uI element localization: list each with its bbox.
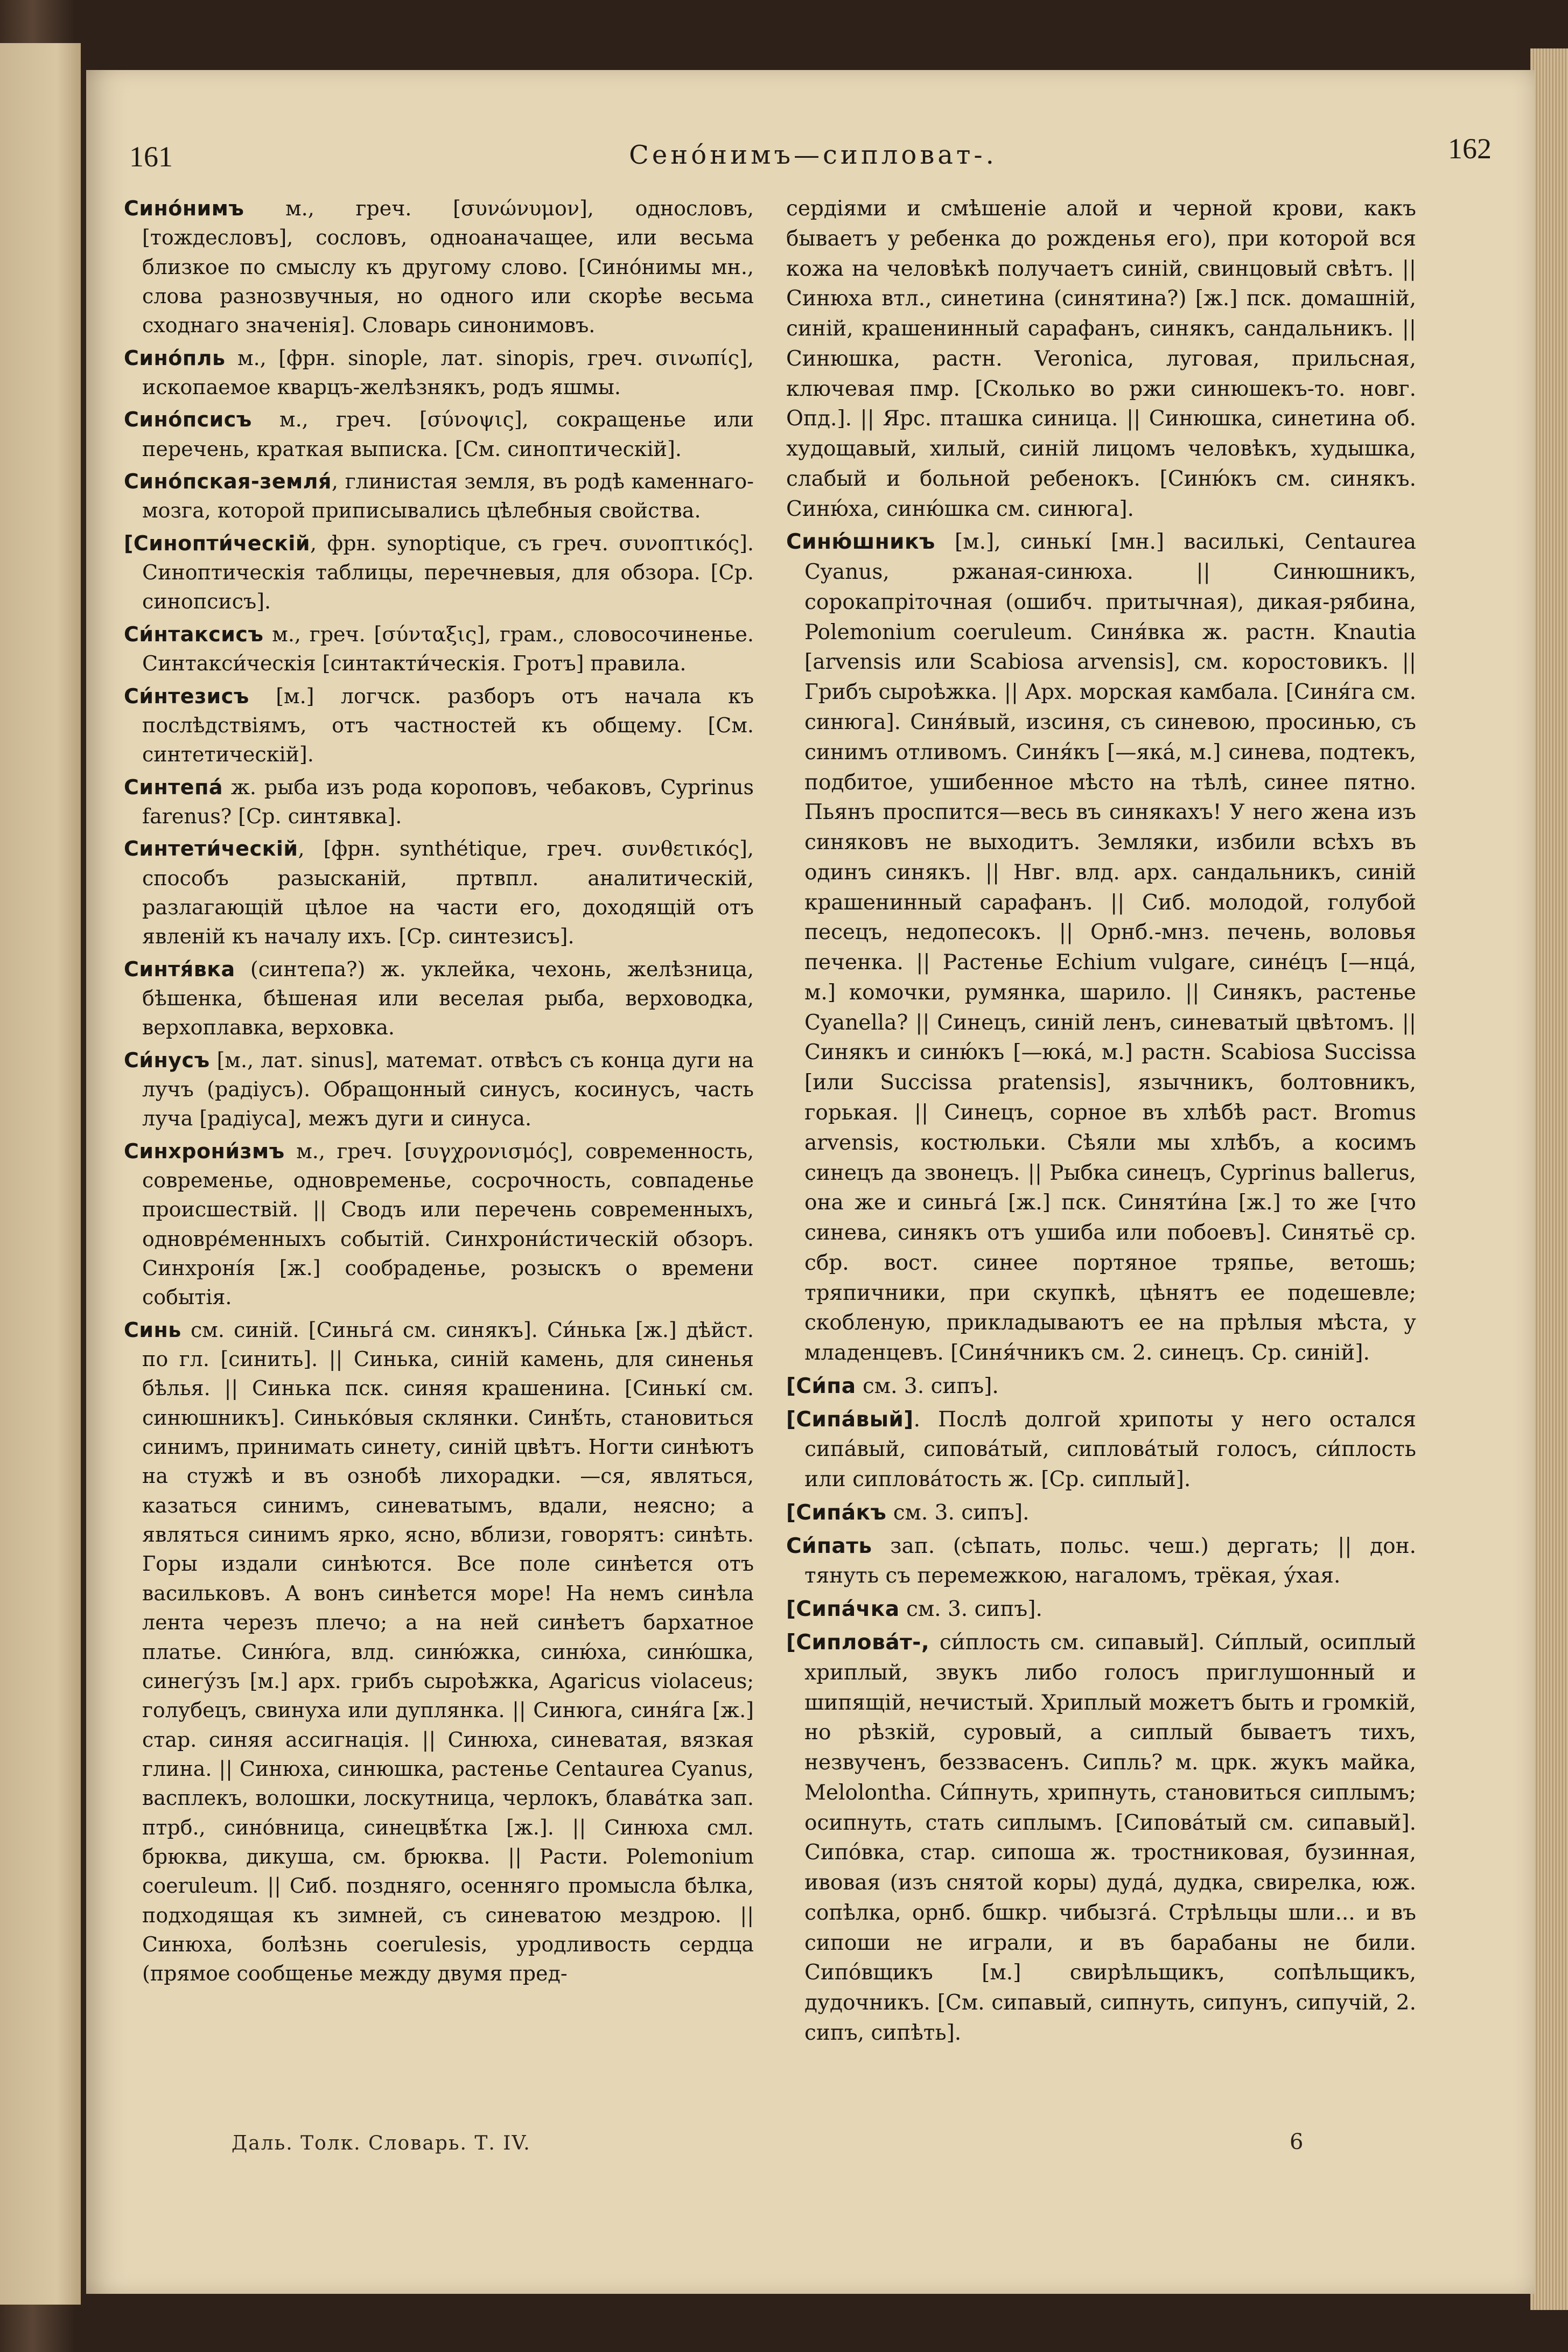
entry-text: . Послѣ долгой хрипоты у него остался сипа́вый, сипова́тый, сиплова́тый голосъ, си́плость или сиплова́тость ж. [Ср. сиплый]. [804,1407,1416,1492]
dictionary-entry [786,1594,1416,1625]
dictionary-entry [124,620,754,678]
entry-headword: Си́нтезисъ [124,684,249,708]
dictionary-entry [124,834,754,951]
right-column [786,194,1416,2052]
entry-headword: Синхрони́змъ [124,1139,285,1163]
page-header [124,132,1502,183]
footer-sheet-number: 6 [1290,2130,1304,2154]
entry-text: м., [фрн. sinople, лат. sinopis, греч. σινωπίς], ископаемое кварцъ-желѣзнякъ, родъ яшмы. [142,346,754,400]
dictionary-entry [124,955,754,1042]
entry-text: [м.] логчск. разборъ отъ начала къ послѣдствіямъ, отъ частностей къ общему. [См. синтетическій]. [142,684,754,767]
dictionary-entry [124,773,754,831]
dictionary-entry [786,1498,1416,1528]
entry-text: [м.], синькі́ [мн.] василькі, Centaurea Cyanus, ржаная-синюха. || Синюшникъ, сорокапріточная (ошибч. притычная), дикая-рябина, Polemonium coeruleum. Синя́вка ж. растн. Knautia [arvensis или Scabiosa arvensis], см. коростовикъ. || Грибъ сыроѣжка. || Арх. морская камбала. [Синя́га см. синюга]. Синя́вый, изсиня, съ синевою, просинью, съ синимъ отливомъ. Синя́къ [—яка́, м.] синева, подтекъ, подбитое, ушибенное мѣсто на тѣлѣ, синее пятно. Пьянъ проспится—весь въ синякахъ! У него жена изъ синяковъ не выходитъ. Земляки, избили всѣхъ въ одинъ синякъ. || Нвг. влд. арх. сандальникъ, синій крашенинный сарафанъ. || Сиб. молодой, голубой песецъ, недопесокъ. || Орнб.-мнз. печень, воловья печенка. || Растенье Echium vulgare, сине́цъ [—нца́, м.] комочки, румянка, шарило. || Синякъ, растенье Cyanella? || Синецъ, синій ленъ, синеватый цвѣтомъ. || Синякъ и синю́къ [—юка́, м.] растн. Scabiosa Succissa [или Succissa pratensis], язычникъ, болтовникъ, горькая. || Синецъ, сорное въ хлѣбѣ раст. Bromus arvensis, костюльки. Сѣяли мы хлѣбъ, а косимъ синецъ да звонецъ. || Рыбка синецъ, Cyprinus ballerus, она же и синьга́ [ж.] пск. Синяти́на [ж.] то же [что синева, синякъ отъ ушиба или побоевъ]. Синятьё ср. сбр. вост. синее портяное тряпье, ветошь; тряпичники, при скупкѣ, цѣнятъ ее подешевле; скобленую, прикладываютъ ее на прѣлыя мѣста, у младенцевъ. [Синя́чникъ см. 2. синецъ. Ср. синій]. [804,530,1416,1366]
dictionary-entry [124,467,754,526]
page-number-right: 162 [1448,132,1492,165]
running-title: Сено́нимъ—сипловат-. [629,140,997,170]
dictionary-entry [786,1628,1416,2048]
footer-signature: Даль. Толк. Словарь. Т. IV. [232,2132,531,2154]
entry-headword: Сино́псисъ [124,408,252,432]
entry-text: м., греч. [σύνοψις], сокращенье или перечень, краткая выписка. [См. синоптическій]. [142,408,754,461]
page-number-left: 161 [129,141,173,173]
entry-headword: [Сиплова́т-, [786,1630,930,1655]
entry-headword: Си́нусъ [124,1048,210,1072]
entry-text: ж. рыба изъ рода короповъ, чебаковъ, Cyprinus farenus? [Ср. синтявка]. [142,775,754,828]
entry-headword: Синтети́ческій [124,837,298,861]
entry-text: зап. (сѣпать, польс. чеш.) дергать; || дон. тянуть съ перемежкою, нагаломъ, трёкая, у́хая. [804,1534,1416,1588]
entry-text: см. синій. [Синьга́ см. синякъ]. Си́нька [ж.] дѣйст. по гл. [синить]. || Синька, синій камень, для синенья бѣлья. || Синька пск. синяя крашенина. [Синькі́ см. синюшникъ]. Синько́выя склянки. Синѣ́ть, становиться синимъ, принимать синету, синій цвѣтъ. Ногти синѣютъ на стужѣ и въ ознобѣ лихорадки. —ся, являться, казаться синимъ, синеватымъ, вдали, неясно; а являться синимъ ярко, ясно, вблизи, говорятъ: синѣть. Горы издали синѣются. Все поле синѣется отъ васильковъ. А вонъ синѣется море! На немъ синѣла лента черезъ плечо; а на ней синѣетъ бархатное платье. Синю́га, влд. синю́жка, синю́ха, синю́шка, синегу́зъ [м.] арх. грибъ сыроѣжка, Agaricus violaceus; голубецъ, свинуха или дуплянка. || Синюга, синя́га [ж.] стар. синяя ассигнація. || Синюха, синеватая, вязкая глина. || Синюха, синюшка, растенье Centaurea Cyanus, васплекъ, волошки, лоскутница, черлокъ, блава́тка зап. птрб., сино́вница, синецвѣ́тка [ж.]. || Синюха смл. брюква, дикуша, см. брюква. || Расти. Polemonium coeruleum. || Сиб. поздняго, осенняго промысла бѣлка, подходящая къ зимней, съ синеватою мездрою. || Синюха, болѣзнь coerulesis, уродливость сердца (прямое сообщенье между двумя пред- [142,1318,754,1986]
entry-text: сердіями и смѣшеніе алой и черной крови, какъ бываетъ у ребенка до рожденья его), при которой вся кожа на человѣкѣ получаетъ синій, свинцовый свѣтъ. || Синюха втл., синетина (синятина?) [ж.] пск. домашній, синій, крашенинный сарафанъ, синякъ, сандальникъ. || Синюшка, растн. Veronica, луговая, прильсная, ключевая пмр. [Сколько во ржи синюшекъ-то. новг. Опд.]. || Ярс. пташка синица. || Синюшка, синетина об. худощавый, хилый, синій лицомъ человѣкъ, худышка, слабый и больной ребенокъ. [Синю́къ см. синякъ. Синю́ха, синю́шка см. синюга]. [786,197,1416,521]
previous-page-edge [0,43,81,2305]
dictionary-entry [124,1046,754,1133]
entry-headword: [Сипа́вый] [786,1407,914,1432]
entry-text: , глинистая земля, въ родѣ каменнаго-мозга, которой приписывались цѣлебныя свойства. [142,470,754,523]
entry-headword: Синю́шникъ [786,530,935,555]
entry-text: м., греч. [συγχρονισμός], современность, современье, одновременье, сосрочность, совпаденье происшествій. || Сводъ или перечень современныхъ, одновре́менныхъ событій. Синхрони́стическій обзоръ. Синхроні́я [ж.] сообраденье, розыскъ о времени событія. [142,1139,754,1310]
entry-headword: [Сипа́къ [786,1500,887,1525]
entry-text: м., греч. [σύνταξις], грам., словосочиненье. Синтакси́ческія [синтакти́ческія. Гротъ] правила. [142,622,754,676]
entry-headword: [Сипа́чка [786,1597,900,1622]
entry-headword: Сино́пль [124,346,226,370]
dictionary-entry [124,682,754,769]
entry-headword: Сино́пская-земля́ [124,470,332,494]
dictionary-entry [786,1405,1416,1495]
entry-headword: Синтя́вка [124,957,235,981]
entry-text: , фрн. synoptique, съ греч. συνοπτικός]. Синоптическія таблицы, перечневыя, для обзора. [Ср. синопсисъ]. [142,531,754,614]
entry-text: , [фрн. synthétique, греч. συνθετικός], способъ разысканій, пртвпл. аналитическій, разлагающій цѣлое на части его, доходящій отъ явленій къ началу ихъ. [Ср. синтезисъ]. [142,837,754,949]
entry-headword: Сино́нимъ [124,197,244,220]
entry-text: си́плость см. сипавый]. Си́плый, осиплый хриплый, звукъ либо голосъ приглушонный и шипящій, нечистый. Хриплый можетъ быть и громкій, но рѣзкій, суровый, а сиплый бываетъ тихъ, незвученъ, беззвасенъ. Сипль? м. црк. жукъ майка, Melolontha. Си́пнуть, хрипнуть, становиться сиплымъ; осипнуть, стать сиплымъ. [Сипова́тый см. сипавый]. Сипо́вка, стар. сипоша ж. тростниковая, бузинная, ивовая (изъ снятой коры) дуда́, дудка, свирелка, юж. сопѣлка, орнб. бшкр. чибызга́. Стрѣльцы шли... и въ сипоши не играли, и въ барабаны не били. Сипо́вщикъ [м.] свирѣльщикъ, сопѣльщикъ, дудочникъ. [См. сипавый, сипнуть, сипунъ, сипучій, 2. сипъ, сипѣть]. [804,1630,1416,2045]
page-stack-edge [1530,48,1568,2310]
dictionary-entry [124,405,754,464]
entry-headword: Синтепа́ [124,775,223,799]
dictionary-entry [124,1137,754,1312]
dictionary-entry [124,344,754,402]
entry-headword: [Синопти́ческій [124,531,310,555]
entry-text: [м., лат. sinus], математ. отвѣсъ съ конца дуги на лучъ (радіусъ). Обращонный синусъ, косинусъ, часть луча [радіуса], межъ дуги и синуса. [142,1048,754,1131]
left-column [124,194,754,1992]
entry-headword: [Си́па [786,1374,856,1398]
entry-headword: Си́пать [786,1534,872,1558]
entry-text: м., греч. [συνώνυμον], однословъ, [тождесловъ], сословъ, одноаначащее, или весьма близкое по смыслу къ другому слово. [Сино́нимы мн., слова разнозвучныя, но одного или скорѣе весьма сходнаго значенія]. Словарь синонимовъ. [142,197,754,338]
entry-text: см. 3. сипъ]. [856,1374,999,1398]
dictionary-entry [786,1371,1416,1402]
dictionary-entry [124,1315,754,1989]
dictionary-entry [124,529,754,617]
dictionary-entry [786,1531,1416,1592]
dictionary-entry [124,194,754,340]
entry-text: см. 3. сипъ]. [899,1597,1042,1622]
entry-headword: Си́нтаксисъ [124,622,264,646]
entry-text: (синтепа?) ж. уклейка, чехонь, желѣзница, бѣшенка, бѣшеная или веселая рыба, верховодка, верхоплавка, верховка. [142,957,754,1040]
entry-headword: Синь [124,1318,181,1342]
entry-text: см. 3. сипъ]. [886,1500,1030,1525]
dictionary-entry [786,194,1416,524]
dictionary-entry [786,527,1416,1368]
